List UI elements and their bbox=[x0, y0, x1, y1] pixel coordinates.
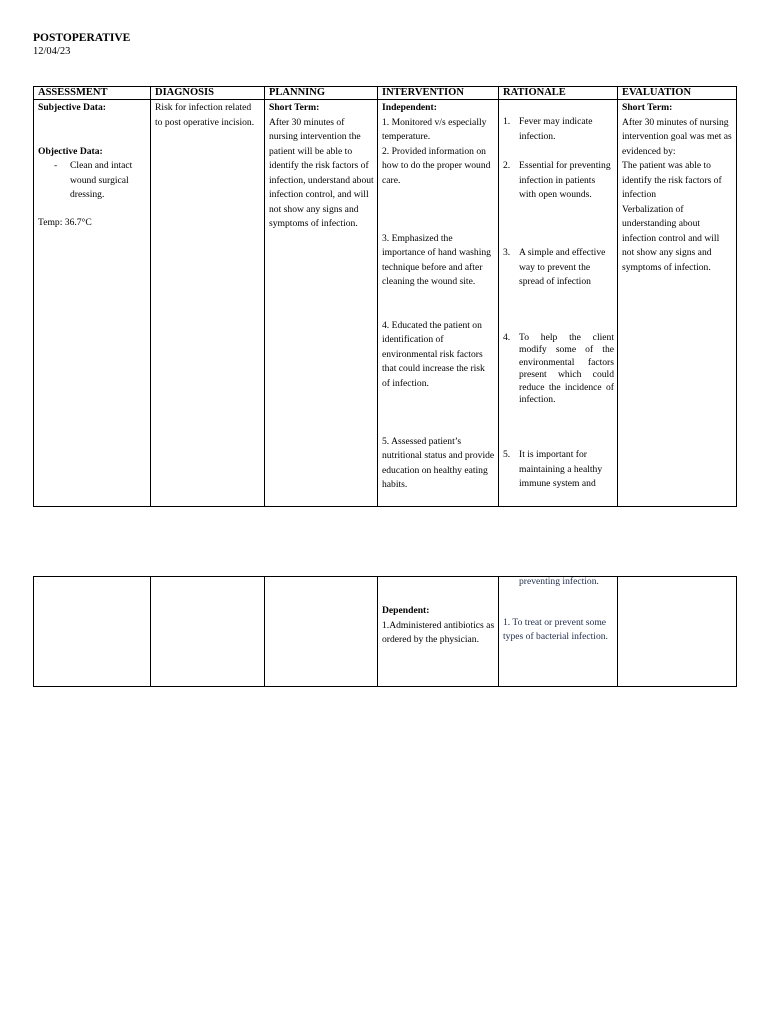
subjective-label: Subjective Data: bbox=[38, 102, 106, 113]
list-item: 3. Emphasized the importance of hand washing technique before and after cleaning the wound site. bbox=[382, 232, 491, 287]
list-item bbox=[503, 159, 614, 246]
rationale-cell bbox=[499, 577, 618, 687]
list-item bbox=[503, 332, 614, 448]
document-title: POSTOPERATIVE bbox=[33, 32, 131, 44]
list-item: 1. Monitored v/s especially temperature. bbox=[382, 116, 487, 142]
objective-item: Clean and intact wound surgical dressing. bbox=[70, 160, 133, 200]
assessment-cell bbox=[34, 577, 151, 687]
header-intervention: INTERVENTION bbox=[378, 87, 499, 100]
document-date: 12/04/23 bbox=[33, 46, 71, 57]
care-plan-table bbox=[33, 86, 737, 507]
header-diagnosis: DIAGNOSIS bbox=[151, 87, 265, 100]
header-assessment: ASSESSMENT bbox=[34, 87, 151, 100]
rationale-text: It is important for maintaining a healthy immune system and bbox=[519, 449, 603, 489]
rationale-text: To help the client modify some of the environmental factors present which could reduce the incidence of infection. bbox=[519, 332, 614, 406]
header-row bbox=[34, 87, 737, 100]
planning-label: Short Term: bbox=[269, 102, 320, 113]
care-plan-table-continued bbox=[33, 576, 737, 687]
header-evaluation: EVALUATION bbox=[618, 87, 737, 100]
independent-label: Independent: bbox=[382, 102, 437, 113]
intervention-cell bbox=[378, 100, 499, 507]
evaluation-label: Short Term: bbox=[622, 102, 673, 113]
header-planning: PLANNING bbox=[265, 87, 378, 100]
table-row bbox=[34, 577, 737, 687]
table-row bbox=[34, 100, 737, 507]
assessment-cell bbox=[34, 100, 151, 507]
diagnosis-text: Risk for infection related to post operative incision. bbox=[155, 102, 255, 128]
list-dash: - bbox=[54, 160, 58, 171]
list-item bbox=[503, 246, 614, 332]
dependent-item: 1.Administered antibiotics as ordered by the physician. bbox=[382, 619, 495, 645]
list-item: 2. Provided information on how to do the proper wound care. bbox=[382, 145, 491, 186]
list-number: 4. bbox=[503, 332, 511, 343]
rationale-text: Fever may indicate infection. bbox=[519, 116, 593, 142]
diagnosis-cell bbox=[151, 100, 265, 507]
evaluation-text: The patient was able to identify the risk factors of infection bbox=[622, 160, 722, 200]
list-item bbox=[503, 448, 614, 492]
evaluation-cell bbox=[618, 100, 737, 507]
planning-cell bbox=[265, 577, 378, 687]
planning-cell bbox=[265, 100, 378, 507]
list-item: 4. Educated the patient on identification of environmental risk factors that could increase the risk of infection. bbox=[382, 319, 485, 389]
planning-text: After 30 minutes of nursing intervention the patient will be able to identify the risk factors of infection, understand about infection control, and will not show any signs and symptoms of infection. bbox=[269, 116, 374, 229]
diagnosis-cell bbox=[151, 577, 265, 687]
dependent-label: Dependent: bbox=[382, 605, 430, 616]
evaluation-cell bbox=[618, 577, 737, 687]
header-rationale: RATIONALE bbox=[499, 87, 618, 100]
rationale-text: Essential for preventing infection in patients with open wounds. bbox=[519, 160, 611, 200]
intervention-cell bbox=[378, 577, 499, 687]
rationale-continuation: preventing infection. bbox=[519, 576, 599, 587]
objective-label: Objective Data: bbox=[38, 145, 103, 157]
list-number: 5. bbox=[503, 449, 511, 460]
list-item bbox=[503, 115, 614, 159]
dependent-rationale: 1. To treat or prevent some types of bacterial infection. bbox=[503, 616, 608, 642]
rationale-text: A simple and effective way to prevent the spread of infection bbox=[519, 247, 606, 287]
evaluation-text: Verbalization of understanding about infection control and will not show any signs and symptoms of infection. bbox=[622, 203, 720, 273]
list-number: 2. bbox=[503, 160, 511, 171]
list-number: 1. bbox=[503, 116, 511, 127]
temperature-reading: Temp: 36.7°C bbox=[38, 216, 92, 228]
rationale-cell bbox=[499, 100, 618, 507]
list-item: 5. Assessed patient’s nutritional status and provide education on healthy eating habits. bbox=[382, 435, 495, 490]
evaluation-text: After 30 minutes of nursing intervention goal was met as evidenced by: bbox=[622, 116, 732, 157]
list-number: 3. bbox=[503, 247, 511, 258]
